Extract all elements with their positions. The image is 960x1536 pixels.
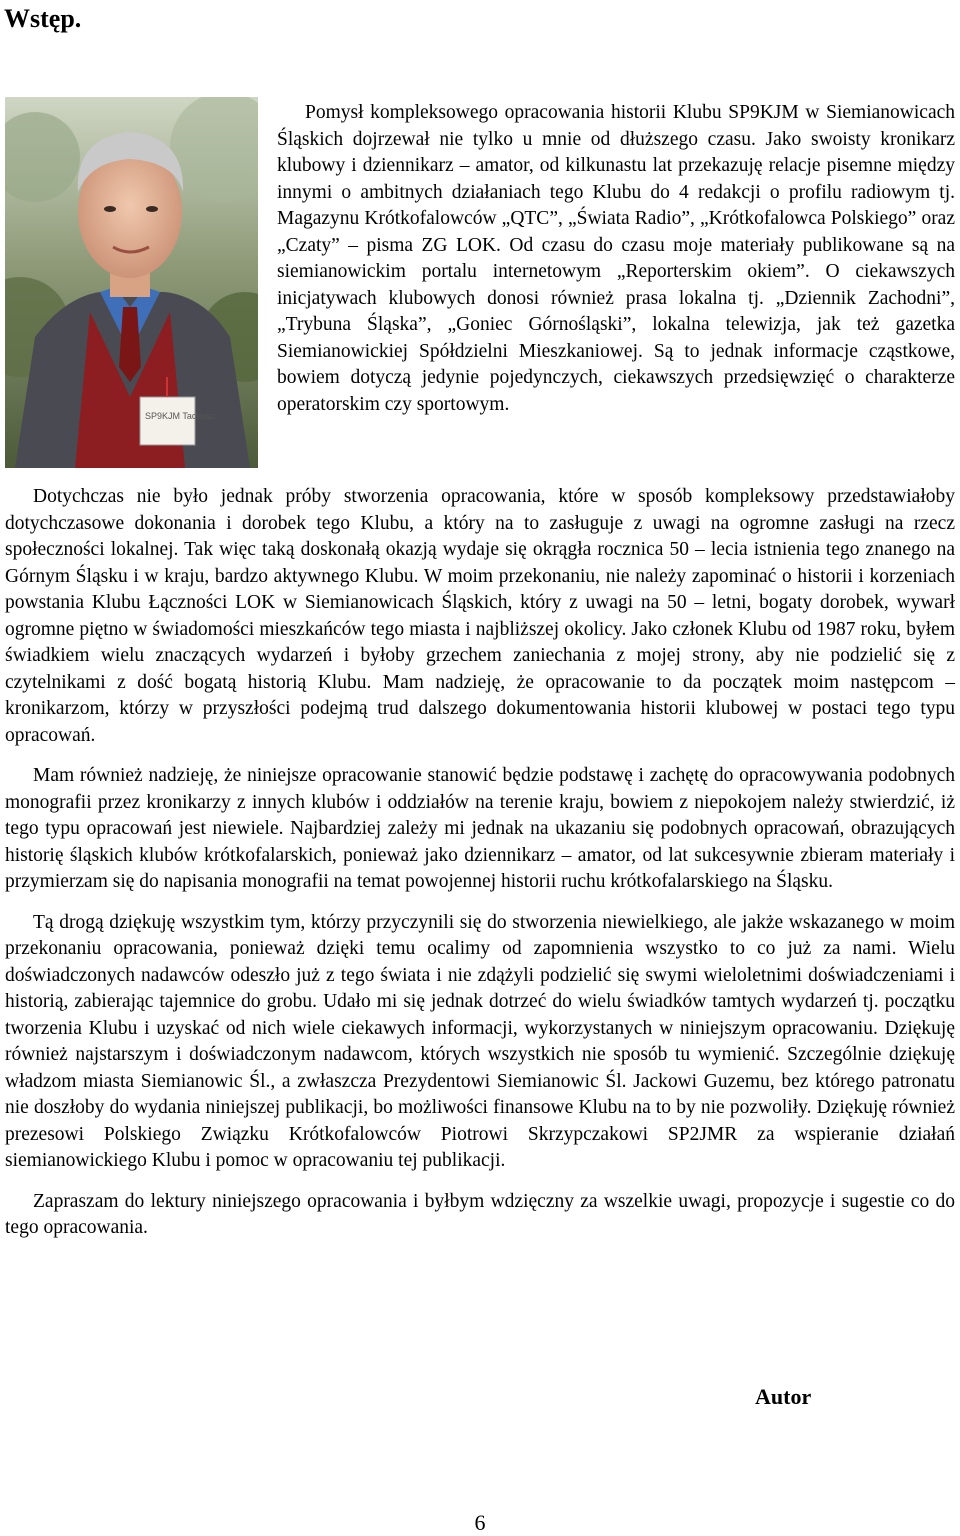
body-text [5,484,955,1256]
paragraph: Mam również nadzieję, że niniejsze opracowanie stanowić będzie podstawę i zachętę do opracowywania podobnych monografii przez kronikarzy z innych klubów i oddziałów na terenie kraju, bowiem z niepokojem należy stwierdzić, iż tego typu opracowań jest niewiele. Najbardziej zależy mi jednak na ukazaniu się podobnych opracowań, obrazujących historię śląskich klubów krótkofalarskich, ponieważ jako dziennikarz – amator, od lat sukcesywnie zbieram materiały i przymierzam się do napisania monografii na temat powojennej historii ruchu krótkofalarskiego na Śląsku. [5,765,955,892]
author-photo [5,97,258,468]
author-portrait-image [5,97,258,468]
paragraph: Tą drogą dziękuję wszystkim tym, którzy przyczynili się do stworzenia niewielkiego, ale jakże wskazanego w moim przekonaniu opracowania, ponieważ dzięki temu ocalimy od zapomnienia wszystko to co już za nami. Wielu doświadczonych nadawców odeszło już z tego świata i nie zdążyli podzielić się swymi wieloletnimi doświadczeniami i historią, zabierając tajemnice do grobu. Udało mi się jednak dotrzeć do wielu świadków tamtych wydarzeń tj. początku tworzenia Klubu i uzyskać od nich wiele ciekawych informacji, wykorzystanych w niniejszym opracowaniu. Dziękuję również najstarszym i doświadczonym nadawcom, których wszystkich nie sposób tu wymienić. Szczególnie dziękuję władzom miasta Siemianowic Śl., a zwłaszcza Prezydentowi Siemianowic Śl. Jackowi Guzemu, bez którego patronatu nie doszłoby do wydania niniejszej publikacji, bo możliwości finansowe Klubu na to by nie pozwoliły. Dziękuję również prezesowi Polskiego Związku Krótkofalowców Piotrowi Skrzypczakowi SP2JMR za wspieranie działań siemianowickiego Klubu i pomoc w opracowaniu tej publikacji. [5,911,955,1171]
paragraph: Zapraszam do lektury niniejszego opracowania i byłbym wdzięczny za wszelkie uwagi, propozycje i sugestie co do tego opracowania. [5,1190,955,1238]
intro-paragraph: Pomysł kompleksowego opracowania historii Klubu SP9KJM w Siemianowicach Śląskich dojrzewał nie tylko u mnie od dłuższego czasu. Jako swoisty kronikarz klubowy i dziennikarz – amator, od kilkunastu lat przekazuję relacje pisemne między innymi o ambitnych działaniach tego Klubu do 4 redakcji o profilu radiowym tj. Magazynu Krótkofalowców „QTC”, „Świata Radio”, „Krótkofalowca Polskiego” oraz „Czaty” – pisma ZG LOK. Od czasu do czasu moje materiały publikowane są na siemianowickim portalu internetowym „Reporterskim okiem”. O ciekawszych inicjatywach klubowych donosi również prasa lokalna tj. „Dziennik Zachodni”, „Trybuna Śląska”, „Goniec Górnośląski”, lokalna telewizja, jak też gazetka Siemianowickiej Spółdzielni Mieszkaniowej. Są to jednak informacje cząstkowe, bowiem dotyczą jedynie pojedynczych, ciekawszych przedsięwzięć o charakterze operatorskim czy sportowym. [277,102,955,415]
signature: Autor [755,1384,812,1409]
page-number: 6 [474,1510,486,1535]
badge-label: SP9KJM Tadeusz [145,411,216,421]
paragraph: Dotychczas nie było jednak próby stworzenia opracowania, które w sposób kompleksowy przedstawiałoby dotychczasowe dokonania i dorobek tego Klubu, a który na to zasługuje z uwagi na ogromne zasługi na rzecz społeczności lokalnej. Tak więc taką doskonałą okazją wydaje się okrągła rocznica 50 – lecia istnienia tego znanego na Górnym Śląsku i w kraju, bardzo aktywnego Klubu. W moim przekonaniu, nie należy zapominać o historii i korzeniach powstania Klubu Łączności LOK w Siemianowicach Śląskich, który z uwagi na 50 – letni, bogaty dorobek, wywarł ogromne piętno w świadomości mieszkańców tego miasta i najbliższej okolicy. Jako członek Klubu od 1987 roku, byłem świadkiem wielu znaczących wydarzeń i byłoby grzechem zaniechania z mojej strony, aby nie podzielić się z czytelnikami z dość bogatą historią Klubu. Mam nadzieję, że opracowanie to da początek moim następcom – kronikarzom, którzy w przyszłości podejmą trud dalszego dokumentowania historii klubowej w postaci tego typu opracowań. [5,486,955,746]
page-heading: Wstęp. [4,4,82,33]
